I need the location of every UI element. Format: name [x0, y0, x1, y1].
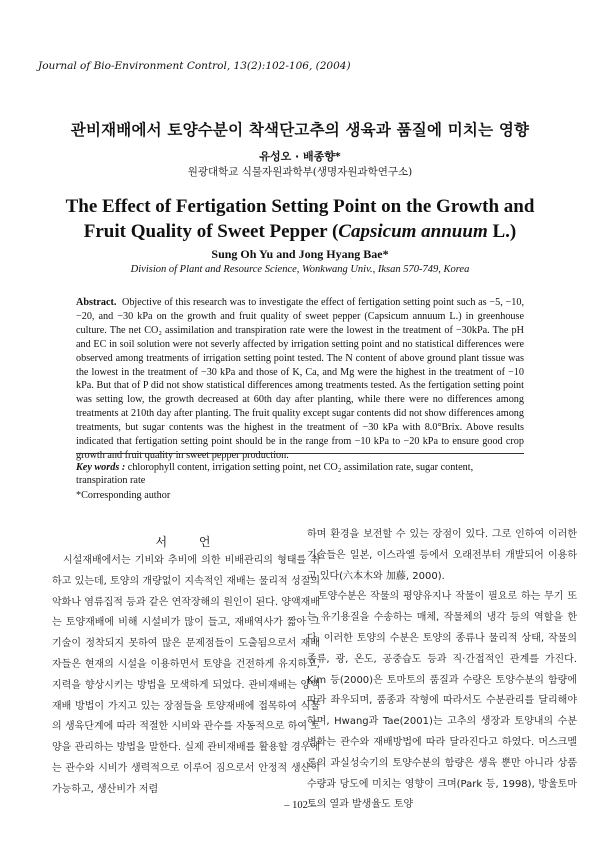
- corresponding-author-note: *Corresponding author: [76, 490, 171, 501]
- korean-authors: 유성오 · 배종향*: [259, 150, 341, 163]
- english-title-line2-pre: Fruit Quality of Sweet Pepper (: [83, 221, 339, 242]
- keywords-label: Key words :: [76, 462, 126, 473]
- page-number: – 102 –: [284, 800, 316, 811]
- abstract: [76, 296, 524, 463]
- section-title-introduction: 서 언: [155, 535, 225, 549]
- abstract-label: Abstract.: [76, 297, 117, 308]
- journal-citation: Journal of Bio-Environment Control, 13(2):102-106, (2004): [38, 60, 351, 72]
- abstract-divider: [76, 453, 524, 454]
- keywords-text: chlorophyll content, irrigation setting point, net CO₂ assimilation rate, sugar content, transpiration rate: [76, 462, 474, 487]
- body-left-column: 시설재배에서는 기비와 추비에 의한 비배관리의 형태를 취하고 있는데, 토양의 개량없이 지속적인 재배는 물리적 성질의 악화나 염류집적 등과 같은 연작장해의 원인이 된다. 양액재배는 토양재배에 비해 시설비가 많이 들고, 재배역사가 짧아 그 기술이 정착되지 못하여 많은 문제점들이 도출됨으로서 재배자들은 현재의 시설을 이용하면서 토양을 건전하게 유지하고, 지력을 향상시키는 방법을 모색하게 되었다. 관비재배는 양액재배 방법이 가지고 있는 장점들을 토양재배에 접목하여 식물의 생육단계에 따라 적절한 시비와 관수를 자동적으로 하여 토양을 관리하는 방법을 말한다. 실제 관비재배를 활용할 경우에는 관수와 시비가 생력적으로 이루어 짐으로서 안정적 생산이 가능하고, 생산비가 저렴: [52, 555, 320, 795]
- english-title-line2: [0, 219, 600, 244]
- abstract-text: Objective of this research was to investigate the effect of fertigation setting point such as −5, −10, −20, and −30 kPa on the growth and fruit quality of sweet pepper (Capsicum annuum L.) in greenhouse culture. The net CO₂ assimilation and transpiration rate were the lowest in the treatment of −30kPa. The pH and EC in soil solution were not severly affected by irrigation setting point and no statistical differences were observed among treatments of irrigation setting point tested. The N content of above ground plant tissue was the lowest in the treatment of −30 kPa and those of K, Ca, and Mg were the highest in the treatment of −10 kPa. But that of P did not show statistical differences among treatments tested. As the fertigation setting point was setting low, the growth decreased at 60th day after planting, while there were no differences among treatments at 210th day after planting. The fruit quality except sugar contents did not show differences among treatments, but sugar contents was the highest in the treatment of −30 kPa with 8.0°Brix. Above results indicated that fertigation setting point should be in the range from −10 kPa to −20 kPa to ensure good crop growth and fruit quality in sweet pepper production.: [76, 297, 525, 461]
- keywords: [76, 461, 524, 488]
- english-title: [0, 194, 600, 244]
- body-right-column: [307, 525, 577, 816]
- english-authors: Sung Oh Yu and Jong Hyang Bae*: [211, 247, 389, 261]
- english-affiliation: Division of Plant and Resource Science, Wonkwang Univ., Iksan 570-749, Korea: [130, 264, 470, 275]
- english-title-species: Capsicum annuum: [338, 221, 488, 242]
- korean-affiliation: 원광대학교 식물자원과학부(생명자원과학연구소): [187, 166, 413, 178]
- korean-title: 관비재배에서 토양수분이 착색단고추의 생육과 품질에 미치는 영향: [70, 121, 530, 139]
- english-title-line1: The Effect of Fertigation Setting Point on the Growth and: [65, 196, 535, 217]
- body-right-paragraph-2: 토양수분은 작물의 평양유지나 작물이 필요로 하는 무기 또는 유기용질을 수송하는 매체, 작물체의 냉각 등의 역할을 한다. 이러한 토양의 수분은 토양의 종류나 물리적 상태, 작물의 종류, 광, 온도, 공중습도 등과 직·간접적인 관계를 가진다. Kim 등(2000)은 토마토의 품질과 수량은 토양수분의 함량에 따라 좌우되며, 품종과 작형에 따라서도 수분관리를 달리해야 하며, Hwang과 Tae(2001)는 고추의 생장과 토양내의 수분 변화는 관수와 재배방법에 따라 달라진다고 하였다. 머스크멜론의 과실성숙기의 토양수분의 함량은 생육 뿐만 아니라 상품수량과 당도에 미치는 영향이 크며(Park 등, 1998), 방울토마토의 열과 발생율도 토양: [307, 591, 577, 811]
- english-title-line2-post: L.): [487, 221, 517, 242]
- body-right-paragraph-1: 하며 환경을 보전할 수 있는 장점이 있다. 그로 인하여 이러한 기술들은 일본, 이스라엘 등에서 오래전부터 개발되어 이용하고 있다(六本木와 加藤, 2000).: [307, 529, 577, 582]
